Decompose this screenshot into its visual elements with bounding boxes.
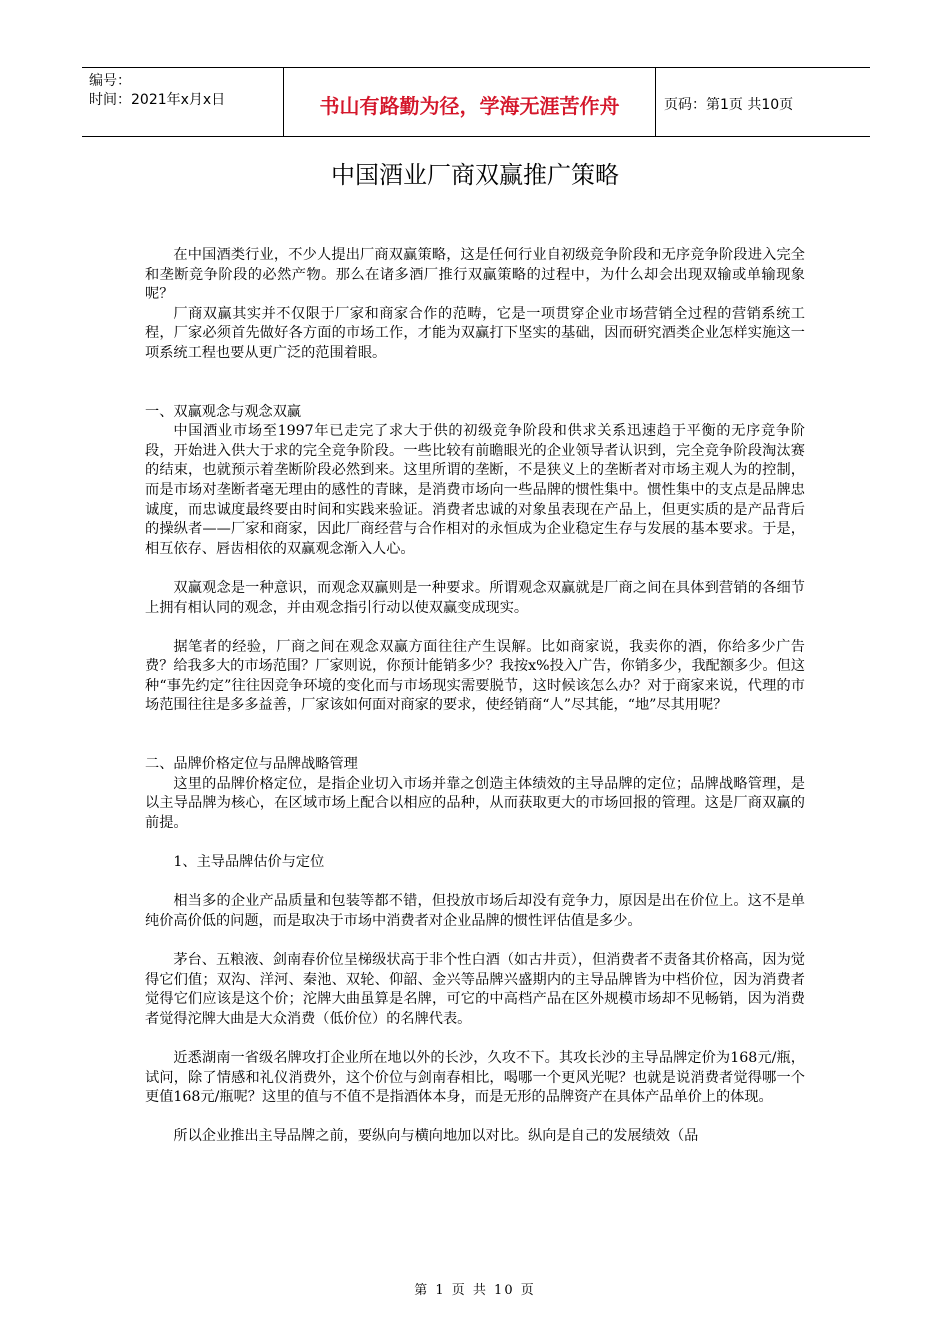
document-date: 时间：2021年x月x日 <box>89 92 226 108</box>
header-meta <box>82 68 283 136</box>
page-header <box>82 67 870 137</box>
document-body <box>145 246 805 1147</box>
paragraph: 近悉湖南一省级名牌攻打企业所在地以外的长沙，久攻不下。其攻长沙的主导品牌定价为168元/瓶，试问，除了情感和礼仪消费外，这个价位与剑南春相比，喝哪一个更风光呢？也就是说消费者觉得哪一个更值168元/瓶呢？这里的值与不值不是指酒体本身，而是无形的品牌资产在具体产品单价上的体现。 <box>145 1049 805 1106</box>
paragraph: 双赢观念是一种意识，而观念双赢则是一种要求。所谓观念双赢就是厂商之间在具体到营销的各细节上拥有相认同的观念，并由观念指引行动以使双赢变成现实。 <box>145 579 805 616</box>
paragraph: 相当多的企业产品质量和包装等都不错，但投放市场后却没有竞争力，原因是出在价位上。这不是单纯价高价低的问题，而是取决于市场中消费者对企业品牌的惯性评估值是多少。 <box>145 893 805 929</box>
paragraph: 中国酒业市场至1997年已走完了求大于供的初级竞争阶段和供求关系迅速趋于平衡的无序竞争阶段，开始进入供大于求的完全竞争阶段。一些比较有前瞻眼光的企业领导者认识到，完全竞争阶段淘汰赛的结束，也就预示着垄断阶段必然到来。这里所谓的垄断，不是狭义上的垄断者对市场主观人为的控制，而是市场对垄断者毫无理由的感性的青睐，是消费市场向一些品牌的惯性集中。惯性集中的支点是品牌忠诚度，而忠诚度最终要由时间和实践来验证。消费者忠诚的对象虽表现在产品上，但更实质的是产品背后的操纵者——厂家和商家，因此厂商经营与合作相对的永恒成为企业稳定生存与发展的基本要求。于是，相互依存、唇齿相依的双赢观念渐入人心。 <box>145 423 805 557</box>
paragraph: 在中国酒类行业，不少人提出厂商双赢策略，这是任何行业自初级竞争阶段和无序竞争阶段进入完全和垄断竞争阶段的必然产物。那么在诸多酒厂推行双赢策略的过程中，为什么却会出现双输或单输现象呢？ <box>145 247 805 303</box>
paragraph: 据笔者的经验，厂商之间在观念双赢方面往往产生误解。比如商家说，我卖你的酒，你给多少广告费？给我多大的市场范围？厂家则说，你预计能销多少？我按x%投入广告，你销多少，我配额多少。但这种“事先约定”往往因竞争环境的变化而与市场现实需要脱节，这时候该怎么办？对于商家来说，代理的市场范围往往是多多益善，厂家该如何面对商家的要求，使经销商“人”尽其能，“地”尽其用呢？ <box>145 638 805 714</box>
subsection-heading: 1、主导品牌估价与定位 <box>173 854 325 871</box>
section-heading: 二、品牌价格定位与品牌战略管理 <box>145 756 358 773</box>
document-title: 中国酒业厂商双赢推广策略 <box>331 161 619 189</box>
paragraph: 茅台、五粮液、剑南春价位呈梯级状高于非个性白酒（如古井贡），但消费者不责备其价格高，因为觉得它们值；双沟、洋河、秦池、双轮、仰韶、金兴等品牌兴盛期内的主导品牌皆为中档价位，因为消费者觉得它们应该是这个价；沱牌大曲虽算是名牌，可它的中高档产品在区外规模市场却不见畅销，因为消费者觉得沱牌大曲是大众消费（低价位）的名牌代表。 <box>145 952 805 1027</box>
page-footer: 第 1 页 共 10 页 <box>414 1283 536 1298</box>
section-heading: 一、双赢观念与观念双赢 <box>145 403 302 420</box>
document-number: 编号： <box>89 73 131 89</box>
paragraph: 这里的品牌价格定位，是指企业切入市场并靠之创造主体绩效的主导品牌的定位；品牌战略管理，是以主导品牌为核心，在区域市场上配合以相应的品种，从而获取更大的市场回报的管理。这是厂商双赢的前提。 <box>145 775 805 831</box>
paragraph: 厂商双赢其实并不仅限于厂家和商家合作的范畴，它是一项贯穿企业市场营销全过程的营销系统工程，厂家必须首先做好各方面的市场工作，才能为双赢打下坚实的基础，因而研究酒类企业怎样实施这一项系统工程也要从更广泛的范围着眼。 <box>145 305 805 361</box>
paragraph: 所以企业推出主导品牌之前，要纵向与横向地加以对比。纵向是自己的发展绩效（品 <box>173 1128 699 1145</box>
header-motto: 书山有路勤为径，学海无涯苦作舟 <box>283 68 656 136</box>
header-page-info: 页码：第1页 共10页 <box>664 97 794 113</box>
